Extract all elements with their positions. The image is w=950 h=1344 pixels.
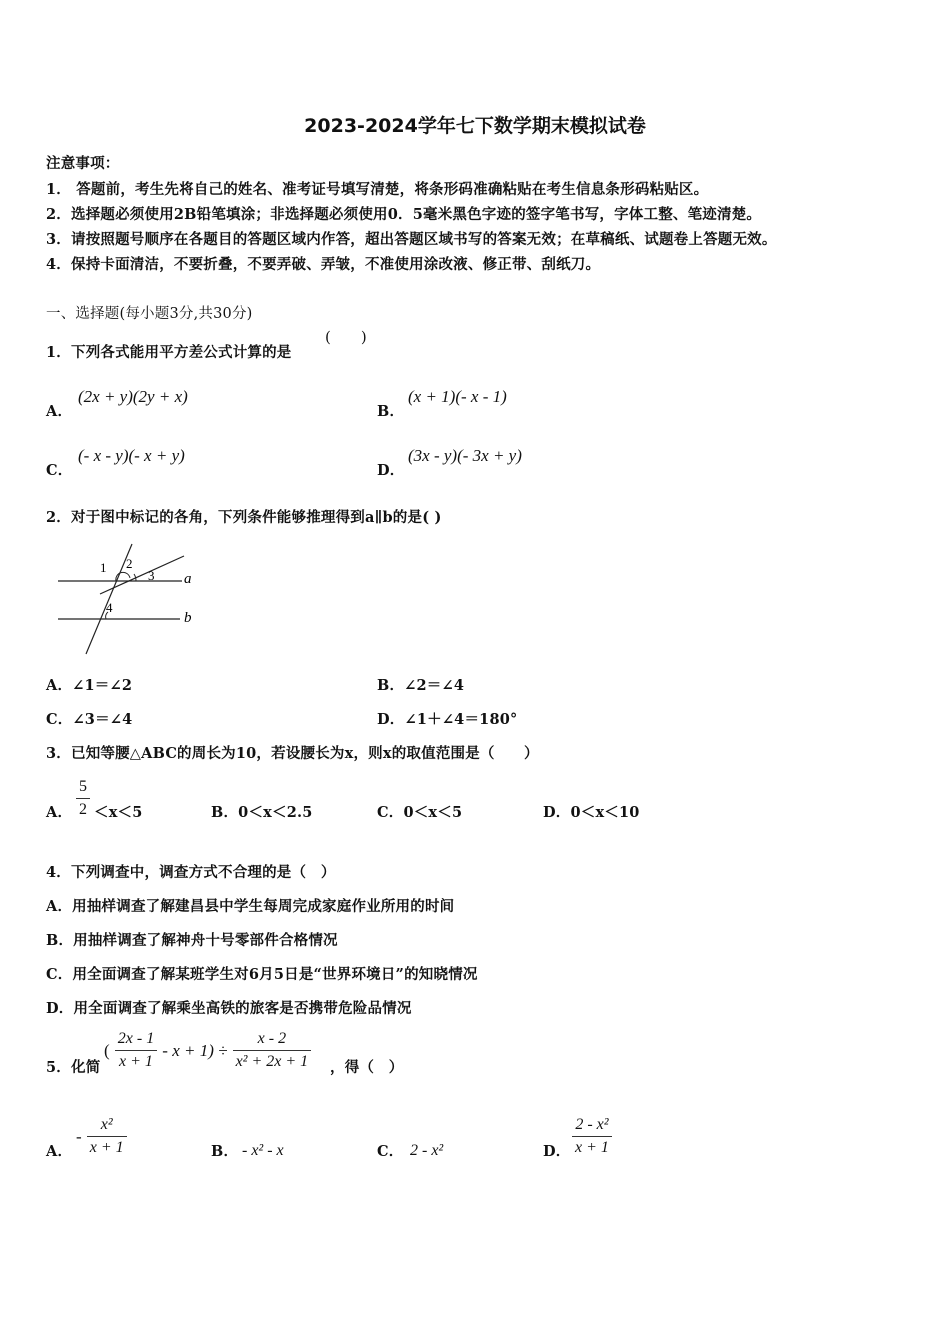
fraction-numerator: x² [87, 1114, 127, 1137]
q4-option-d: D．用全面调查了解乘坐高铁的旅客是否携带危险品情况 [46, 1000, 412, 1017]
notice-item: 2．选择题必须使用2B铅笔填涂；非选择题必须使用0．5毫米黑色字迹的签字笔书写，字体工整、笔迹清楚。 [46, 206, 762, 223]
q5-option-d-label: D． [543, 1143, 571, 1160]
fraction-denominator: x + 1 [119, 1053, 153, 1070]
page-title: 2023-2024学年七下数学期末模拟试卷 [304, 115, 646, 137]
q4-option-c: C．用全面调查了解某班学生对6月5日是“世界环境日”的知晓情况 [46, 966, 478, 983]
q5-stem: 5．化简 [46, 1059, 101, 1076]
q3-option-a-fraction [76, 776, 90, 821]
notice-item: 3．请按照题号顺序在各题目的答题区域内作答，超出答题区域书写的答案无效；在草稿纸、试题卷上答题无效。 [46, 231, 777, 248]
q5-option-b: - x² - x [242, 1142, 284, 1159]
notice-heading: 注意事项： [46, 155, 120, 172]
q1-option-b-label: B． [377, 403, 405, 420]
q5-option-a-label: A． [46, 1143, 73, 1160]
fraction-numerator: 5 [76, 776, 90, 799]
angle-label-4: 4 [106, 600, 113, 615]
q2-option-d: D．∠1＋∠4＝180° [377, 711, 518, 728]
q1-option-c: (- x - y)(- x + y) [78, 446, 185, 465]
q3-option-d: D．0＜x＜10 [543, 804, 640, 821]
q5-expression-middle: - x + 1) ÷ [162, 1040, 228, 1060]
line-label-a: a [184, 571, 192, 587]
angle-label-2: 2 [126, 556, 133, 571]
fraction-denominator: 2 [79, 801, 87, 818]
notice-item: 4．保持卡面清洁，不要折叠，不要弄破、弄皱，不准使用涂改液、修正带、刮纸刀。 [46, 256, 601, 273]
fraction-numerator: x - 2 [233, 1028, 312, 1051]
q1-stem: 1．下列各式能用平方差公式计算的是 [46, 344, 292, 361]
fraction-numerator: 2x - 1 [115, 1028, 157, 1051]
notice-item: 1． 答题前，考生先将自己的姓名、准考证号填写清楚，将条形码准确粘贴在考生信息条形码粘贴区。 [46, 181, 709, 198]
section-heading: 一、选择题(每小题3分,共30分) [46, 306, 253, 322]
q4-stem: 4．下列调查中，调查方式不合理的是（ ） [46, 864, 336, 881]
q1-answer-paren: ( ) [325, 328, 367, 346]
q1-option-d-label: D． [377, 462, 405, 479]
q2-option-a: A．∠1＝∠2 [46, 677, 133, 694]
q1-option-c-label: C． [46, 462, 73, 479]
angle-label-1: 1 [100, 560, 107, 575]
q3-option-b: B．0＜x＜2.5 [211, 804, 313, 821]
q3-option-a-tail: ＜x＜5 [94, 804, 143, 821]
q2-option-b: B．∠2＝∠4 [377, 677, 465, 694]
q5-option-a [76, 1114, 127, 1159]
q2-figure [50, 540, 210, 660]
angle-label-3: 3 [148, 568, 155, 583]
q2-option-c: C．∠3＝∠4 [46, 711, 133, 728]
q5-option-d [572, 1114, 612, 1159]
q1-option-d: (3x - y)(- 3x + y) [408, 446, 522, 465]
q1-option-a-label: A． [46, 403, 73, 420]
q4-option-a: A．用抽样调查了解建昌县中学生每周完成家庭作业所用的时间 [46, 898, 455, 915]
q1-option-b: (x + 1)(- x - 1) [408, 387, 507, 406]
fraction-denominator: x + 1 [575, 1139, 609, 1156]
q3-option-c: C．0＜x＜5 [377, 804, 463, 821]
fraction-numerator: 2 - x² [572, 1114, 612, 1137]
q4-option-b: B．用抽样调查了解神舟十号零部件合格情况 [46, 932, 338, 949]
minus-sign: - [76, 1126, 82, 1146]
q5-expression: ( $\frac{2x - 1}{x + 1}$ - x + 1) ÷ $\frac{x - 2}{\text{x² + 2x + 1}}$ [104, 1028, 311, 1073]
line-label-b: b [184, 610, 192, 626]
q3-stem: 3．已知等腰△ABC的周长为10，若设腰长为x，则x的取值范围是（ ） [46, 745, 539, 762]
q5-option-c: 2 - x² [410, 1142, 444, 1159]
q3-option-a-label: A． [46, 804, 73, 821]
fraction-denominator: x² + 2x + 1 [235, 1053, 309, 1070]
q1-option-a: (2x + y)(2y + x) [78, 387, 188, 406]
q5-option-b-label: B． [211, 1143, 239, 1160]
q5-option-c-label: C． [377, 1143, 404, 1160]
fraction-denominator: x + 1 [89, 1139, 124, 1156]
q2-stem: 2．对于图中标记的各角，下列条件能够推理得到a∥b的是( ) [46, 509, 442, 526]
q5-stem-tail: ，得（ ） [330, 1059, 404, 1076]
